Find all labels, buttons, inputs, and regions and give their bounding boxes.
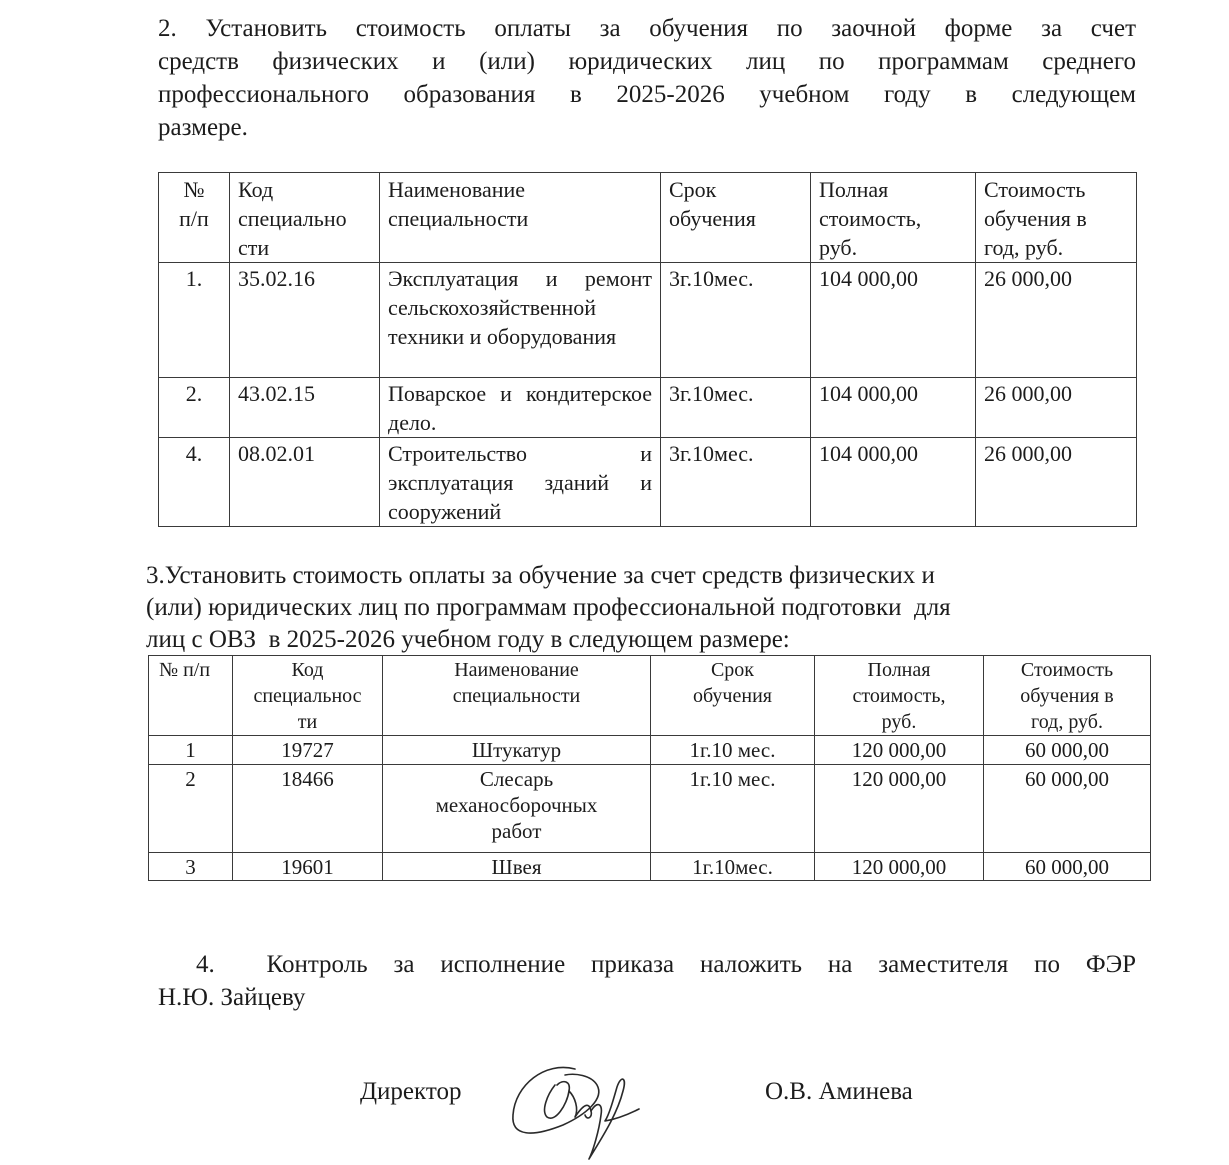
header-duration: Срок обучения	[651, 656, 815, 736]
paragraph-line: лиц с ОВЗ в 2025-2026 учебном году в следующем размере:	[146, 626, 790, 653]
cell-num: 2.	[159, 378, 230, 438]
table-header-row	[149, 656, 1151, 736]
paragraph-line: средств физических и (или) юридических лиц по программам среднего	[158, 48, 1136, 75]
cell-num: 2	[149, 765, 233, 853]
cell-total: 120 000,00	[815, 765, 984, 853]
cell-num: 1.	[159, 263, 230, 378]
cell-total: 104 000,00	[811, 438, 976, 527]
cell-code: 43.02.15	[230, 378, 380, 438]
cell-per-year: 60 000,00	[984, 853, 1151, 881]
header-total: Полная стоимость, руб.	[815, 656, 984, 736]
tuition-table-spo	[158, 172, 1137, 527]
section-3-paragraph	[146, 560, 1152, 656]
header-code: Код специальнос ти	[233, 656, 383, 736]
cell-per-year: 26 000,00	[976, 263, 1137, 378]
cell-code: 18466	[233, 765, 383, 853]
header-name: Наименование специальности	[383, 656, 651, 736]
table-row	[159, 263, 1137, 378]
header-num: № п/п	[149, 656, 233, 736]
cell-code: 19601	[233, 853, 383, 881]
table-row	[149, 765, 1151, 853]
cell-per-year: 60 000,00	[984, 736, 1151, 765]
paragraph-line: размере.	[158, 114, 248, 141]
cell-total: 120 000,00	[815, 853, 984, 881]
cell-num: 3	[149, 853, 233, 881]
cell-name: Слесарь механосборочных работ	[383, 765, 651, 853]
header-duration: Срок обучения	[661, 173, 811, 263]
cell-total: 104 000,00	[811, 263, 976, 378]
paragraph-line: Н.Ю. Зайцеву	[158, 984, 306, 1011]
table-header-row	[159, 173, 1137, 263]
signatory-name: О.В. Аминева	[765, 1078, 913, 1105]
header-per-year: Стоимость обучения в год, руб.	[984, 656, 1151, 736]
cell-code: 08.02.01	[230, 438, 380, 527]
header-num: № п/п	[159, 173, 230, 263]
cell-code: 19727	[233, 736, 383, 765]
cell-duration: 1г.10 мес.	[651, 736, 815, 765]
header-code: Код специально сти	[230, 173, 380, 263]
paragraph-line: 3.Установить стоимость оплаты за обучение за счет средств физических и	[146, 562, 935, 589]
header-per-year: Стоимость обучения в год, руб.	[976, 173, 1137, 263]
cell-name: Эксплуатация и ремонт сельскохозяйственной техники и оборудования	[380, 263, 661, 378]
cell-name: Строительство и эксплуатация зданий и сооружений	[380, 438, 661, 527]
cell-per-year: 26 000,00	[976, 438, 1137, 527]
section-4-paragraph	[158, 948, 1136, 1014]
cell-name: Поварское и кондитерское дело.	[380, 378, 661, 438]
cell-duration: 3г.10мес.	[661, 263, 811, 378]
cell-total: 104 000,00	[811, 378, 976, 438]
paragraph-line: 2. Установить стоимость оплаты за обучения по заочной форме за счет	[158, 15, 1136, 42]
paragraph-line: профессионального образования в 2025-2026 учебном году в следующем	[158, 81, 1136, 108]
paragraph-line: 4. Контроль за исполнение приказа наложить на заместителя по ФЭР	[196, 951, 1136, 978]
signatory-title: Директор	[360, 1078, 462, 1105]
cell-duration: 1г.10мес.	[651, 853, 815, 881]
section-2-paragraph	[158, 12, 1136, 144]
table-row	[159, 378, 1137, 438]
cell-num: 1	[149, 736, 233, 765]
cell-duration: 3г.10мес.	[661, 378, 811, 438]
cell-num: 4.	[159, 438, 230, 527]
cell-duration: 3г.10мес.	[661, 438, 811, 527]
cell-duration: 1г.10 мес.	[651, 765, 815, 853]
table-row	[159, 438, 1137, 527]
header-total: Полная стоимость, руб.	[811, 173, 976, 263]
cell-total: 120 000,00	[815, 736, 984, 765]
table-row	[149, 853, 1151, 881]
table-row	[149, 736, 1151, 765]
cell-name: Швея	[383, 853, 651, 881]
cell-code: 35.02.16	[230, 263, 380, 378]
cell-name: Штукатур	[383, 736, 651, 765]
handwritten-signature-icon	[505, 1055, 665, 1165]
header-name: Наименование специальности	[380, 173, 661, 263]
tuition-table-ovz	[148, 655, 1151, 881]
paragraph-line: (или) юридических лиц по программам профессиональной подготовки для	[146, 594, 951, 621]
cell-per-year: 26 000,00	[976, 378, 1137, 438]
cell-per-year: 60 000,00	[984, 765, 1151, 853]
